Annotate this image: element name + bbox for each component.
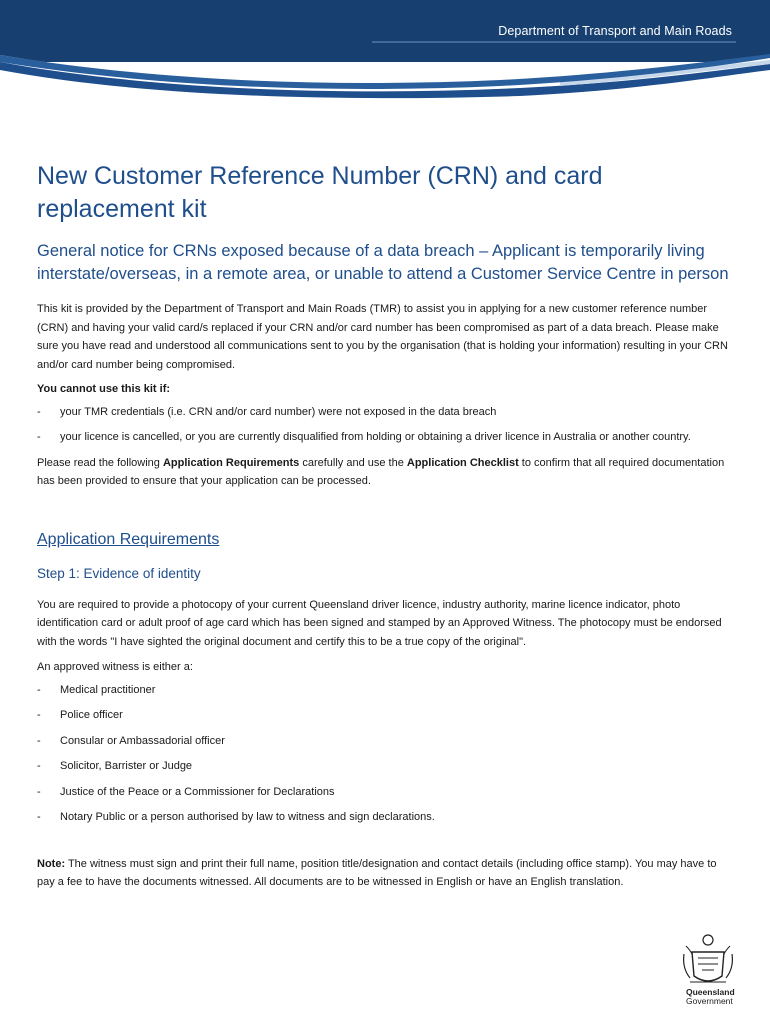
cannot-use-list	[37, 403, 737, 447]
list-item: - Police officer	[37, 706, 737, 725]
note-paragraph	[37, 855, 737, 892]
department-name: Department of Transport and Main Roads	[498, 24, 732, 38]
read-requirements-paragraph	[37, 454, 737, 491]
read-text-1: Please read the following	[37, 456, 163, 469]
list-item: - Solicitor, Barrister or Judge	[37, 757, 737, 776]
header-wave-graphic	[0, 0, 770, 100]
intro-paragraph: This kit is provided by the Department of Transport and Main Roads (TMR) to assist you in applying for a new customer reference number (CRN) and having your valid card/s replaced if your CRN and/or card number has been compromised as part of a data breach. Please make sure you have read and understood all communications sent to you by the organisation (that is holding your information) resulting in your CRN and/or card number being compromised.	[37, 303, 728, 371]
note-text: The witness must sign and print their full name, position title/designation and contact details (including office stamp). You may have to pay a fee to have the documents witnessed. All documents are to be witnessed in English or have an English translation.	[37, 857, 717, 888]
read-text-3: to confirm that all required documentation has been provided to ensure that your application can be processed.	[37, 456, 725, 487]
witness-intro: An approved witness is either a:	[37, 661, 193, 673]
evidence-paragraph: You are required to provide a photocopy of your current Queensland driver licence, industry authority, marine licence indicator, photo identification card or adult proof of age card which has been signed and stamped by an Approved Witness. The photocopy must be endorsed with the words "I have sighted the original document and certify this to be a true copy of the original".	[37, 598, 722, 648]
notice-heading: General notice for CRNs exposed because of a data breach – Applicant is temporarily living interstate/overseas, in a remote area, or unable to attend a Customer Service Centre in person	[37, 242, 729, 283]
list-item: - Justice of the Peace or a Commissioner for Declarations	[37, 783, 737, 802]
witness-list	[37, 681, 737, 827]
list-item: - Consular or Ambassadorial officer	[37, 732, 737, 751]
document-body	[37, 160, 737, 892]
page-title: New Customer Reference Number (CRN) and card replacement kit	[37, 162, 603, 223]
read-text-2: carefully and use the	[299, 456, 407, 469]
list-item: - Notary Public or a person authorised by law to witness and sign declarations.	[37, 808, 737, 827]
application-requirements-heading: Application Requirements	[37, 530, 220, 548]
step-1-heading: Step 1: Evidence of identity	[37, 565, 201, 581]
list-item: - your TMR credentials (i.e. CRN and/or card number) were not exposed in the data breach	[37, 403, 737, 422]
government-logo-text: Government	[686, 996, 733, 1006]
cannot-use-label: You cannot use this kit if:	[37, 383, 171, 395]
application-requirements-ref: Application Requirements	[162, 456, 300, 469]
list-item: - your licence is cancelled, or you are currently disqualified from holding or obtaining a driver licence in Australia or another country.	[37, 428, 737, 447]
application-checklist-ref: Application Checklist	[406, 456, 519, 469]
queensland-logo-text: Queensland	[686, 987, 735, 997]
page-header	[0, 0, 770, 100]
note-label: Note:	[37, 857, 66, 870]
list-item: - Medical practitioner	[37, 681, 737, 700]
